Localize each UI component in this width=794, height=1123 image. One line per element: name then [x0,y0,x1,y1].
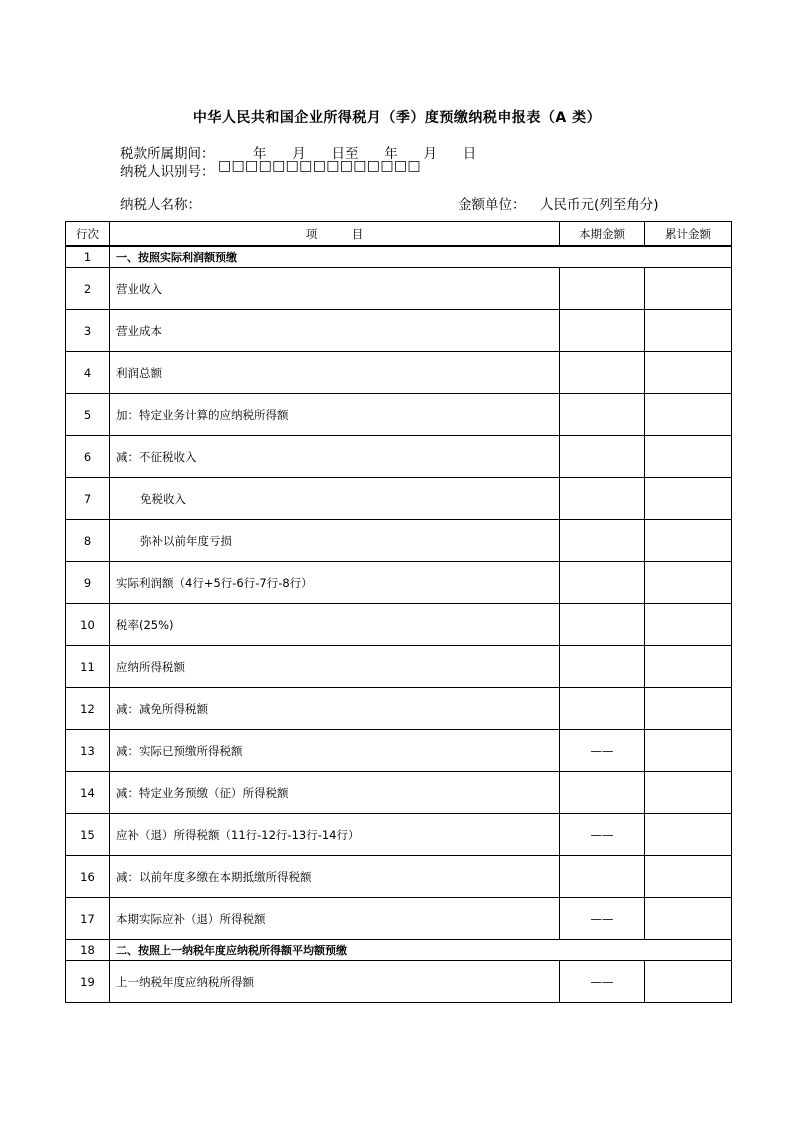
cumulative-amount-cell[interactable] [645,688,732,730]
taxpayer-id-label: 纳税人识别号： [120,164,215,180]
table-row [66,961,732,1003]
row-item-label: 弥补以前年度亏损 [110,520,560,562]
row-item-label: 实际利润额（4行+5行-6行-7行-8行） [110,562,560,604]
table-header-row [66,222,732,247]
table-row [66,772,732,814]
declaration-table [65,221,732,1003]
current-amount-cell[interactable] [560,394,645,436]
col-header-row-number: 行次 [66,222,110,247]
taxpayer-id-boxes: □□□□□□□□□□□□□□□ [218,158,421,174]
row-item-label: 加：特定业务计算的应纳税所得额 [110,394,560,436]
table-row [66,520,732,562]
section-heading: 一、按照实际利润额预缴 [110,246,732,268]
current-amount-cell[interactable] [560,772,645,814]
cumulative-amount-cell[interactable] [645,478,732,520]
row-number: 12 [66,688,110,730]
current-amount-cell[interactable]: —— [560,730,645,772]
current-amount-cell[interactable] [560,478,645,520]
row-number: 15 [66,814,110,856]
current-amount-cell[interactable]: —— [560,814,645,856]
row-item-label: 本期实际应补（退）所得税额 [110,898,560,940]
amount-unit-label: 金额单位： [458,197,526,213]
row-number: 13 [66,730,110,772]
cumulative-amount-cell[interactable] [645,268,732,310]
cumulative-amount-cell[interactable] [645,646,732,688]
row-item-label: 减：以前年度多缴在本期抵缴所得税额 [110,856,560,898]
current-amount-cell[interactable] [560,688,645,730]
row-item-label: 上一纳税年度应纳税所得额 [110,961,560,1003]
table-row [66,688,732,730]
period-label: 税款所属期间： [120,146,215,162]
cumulative-amount-cell[interactable] [645,898,732,940]
current-amount-cell[interactable] [560,352,645,394]
row-item-label: 减：减免所得税额 [110,688,560,730]
cumulative-amount-cell[interactable] [645,604,732,646]
cumulative-amount-cell[interactable] [645,856,732,898]
row-item-label: 营业成本 [110,310,560,352]
table-row [66,394,732,436]
period-fields: 年 月 日至 年 月 日 [253,146,477,162]
row-number: 4 [66,352,110,394]
row-item-label: 税率(25%) [110,604,560,646]
cumulative-amount-cell[interactable] [645,562,732,604]
row-item-label: 减：特定业务预缴（征）所得税额 [110,772,560,814]
table-body [66,246,732,1003]
col-header-current-amount: 本期金额 [560,222,645,247]
table-row [66,268,732,310]
current-amount-cell[interactable] [560,856,645,898]
current-amount-cell[interactable] [560,436,645,478]
section-row [66,246,732,268]
row-item-label: 营业收入 [110,268,560,310]
section-heading: 二、按照上一纳税年度应纳税所得额平均额预缴 [110,940,732,961]
table-row [66,562,732,604]
table-row [66,310,732,352]
cumulative-amount-cell[interactable] [645,436,732,478]
current-amount-cell[interactable] [560,310,645,352]
row-item-label: 减：不征税收入 [110,436,560,478]
current-amount-cell[interactable]: —— [560,961,645,1003]
cumulative-amount-cell[interactable] [645,352,732,394]
row-item-label: 应纳所得税额 [110,646,560,688]
current-amount-cell[interactable] [560,646,645,688]
current-amount-cell[interactable] [560,562,645,604]
table-row [66,730,732,772]
amount-unit-value: 人民币元(列至角分) [540,197,659,213]
cumulative-amount-cell[interactable] [645,520,732,562]
row-number: 14 [66,772,110,814]
current-amount-cell[interactable] [560,520,645,562]
declaration-table-wrapper [65,221,732,1003]
row-number: 6 [66,436,110,478]
table-row [66,898,732,940]
col-header-item: 项 目 [110,222,560,247]
row-number: 8 [66,520,110,562]
table-row [66,352,732,394]
row-number: 9 [66,562,110,604]
col-header-cumulative-amount: 累计金额 [645,222,732,247]
row-item-label: 免税收入 [110,478,560,520]
row-number: 16 [66,856,110,898]
taxpayer-name-label: 纳税人名称： [120,197,201,213]
cumulative-amount-cell[interactable] [645,772,732,814]
section-row [66,940,732,961]
form-title: 中华人民共和国企业所得税月（季）度预缴纳税申报表（A 类） [192,110,602,126]
table-row [66,604,732,646]
table-row [66,436,732,478]
current-amount-cell[interactable] [560,604,645,646]
row-number: 17 [66,898,110,940]
cumulative-amount-cell[interactable] [645,310,732,352]
current-amount-cell[interactable] [560,268,645,310]
cumulative-amount-cell[interactable] [645,814,732,856]
row-number: 1 [66,246,110,268]
row-number: 10 [66,604,110,646]
table-row [66,814,732,856]
current-amount-cell[interactable]: —— [560,898,645,940]
row-item-label: 应补（退）所得税额（11行-12行-13行-14行） [110,814,560,856]
cumulative-amount-cell[interactable] [645,394,732,436]
row-number: 7 [66,478,110,520]
cumulative-amount-cell[interactable] [645,961,732,1003]
table-row [66,478,732,520]
row-number: 3 [66,310,110,352]
row-number: 5 [66,394,110,436]
row-number: 2 [66,268,110,310]
table-row [66,856,732,898]
row-number: 19 [66,961,110,1003]
row-item-label: 减：实际已预缴所得税额 [110,730,560,772]
cumulative-amount-cell[interactable] [645,730,732,772]
row-number: 18 [66,940,110,961]
row-number: 11 [66,646,110,688]
row-item-label: 利润总额 [110,352,560,394]
table-row [66,646,732,688]
